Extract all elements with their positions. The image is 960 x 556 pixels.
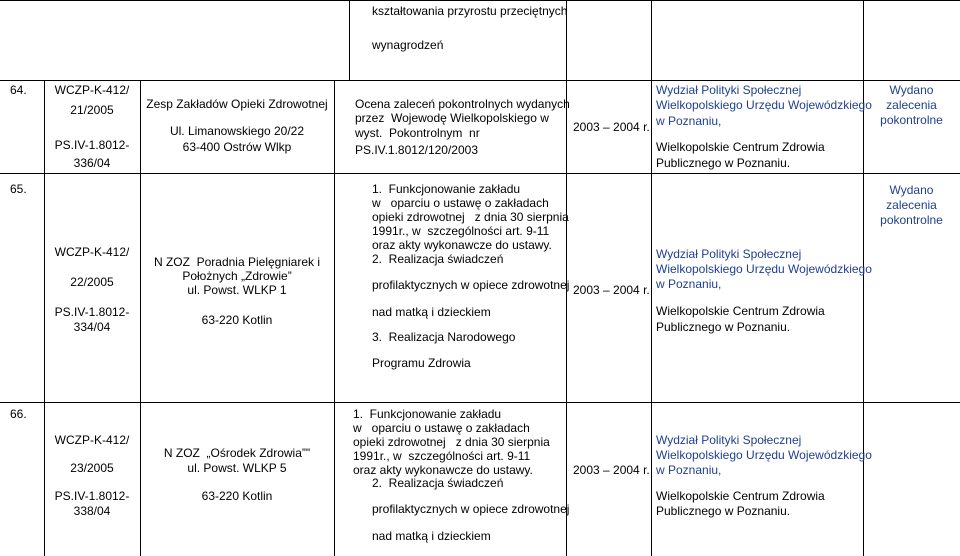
case-code: PS.IV-1.8012- [54, 305, 130, 319]
topic-line: 1991r., w szczególności art. 9-11 [353, 449, 531, 463]
controller-line: Wydział Polityki Społecznej [656, 83, 802, 97]
result-line: zalecenia [886, 198, 937, 212]
controller-line: Wydział Polityki Społecznej [656, 247, 802, 261]
topic-line: w oparciu o ustawę o zakładach [372, 196, 549, 210]
unit-address: 63-220 Kotlin [201, 489, 273, 503]
case-code: WCZP-K-412/ [54, 245, 130, 259]
column-divider [651, 0, 652, 556]
controller-line: w Poznaniu, [656, 114, 722, 128]
result-line: pokontrolne [880, 213, 943, 227]
topic-line: 3. Realizacja Narodowego [372, 330, 516, 344]
topic-line: profilaktycznych w opiece zdrowotnej [372, 502, 570, 516]
controller-line: Publicznego w Poznaniu. [656, 156, 791, 170]
controller-line: Publicznego w Poznaniu. [656, 504, 791, 518]
result-line: Wydano [889, 183, 934, 197]
topic-line: w oparciu o ustawę o zakładach [353, 421, 530, 435]
topic-line: kształtowania przyrostu przeciętnych [372, 4, 568, 18]
topic-line: nad matką i dzieckiem [372, 529, 491, 543]
case-code: 21/2005 [70, 103, 114, 117]
controller-line: w Poznaniu, [656, 463, 722, 477]
unit-name: Zesp Zakładów Opieki Zdrowotnej [146, 97, 328, 111]
topic-line: profilaktycznych w opiece zdrowotnej [372, 278, 570, 292]
case-code: 336/04 [73, 156, 111, 170]
topic-line: opieki zdrowotnej z dnia 30 sierpnia [372, 210, 569, 224]
topic-line: 2. Realizacja świadczeń [372, 476, 504, 490]
row-divider [0, 80, 960, 81]
controller-line: Wielkopolskie Centrum Zdrowia [656, 140, 825, 154]
table-border-top [0, 0, 960, 1]
topic-line: Ocena zaleceń pokontrolnych wydanych [355, 97, 570, 111]
period: 2003 – 2004 r. [573, 283, 650, 297]
row-number: 65. [10, 182, 27, 196]
controller-line: Wielkopolskiego Urzędu Wojewódzkiego [656, 448, 872, 462]
period: 2003 – 2004 r. [573, 120, 650, 134]
topic-line: przez Wojewodę Wielkopolskiego w [355, 111, 549, 125]
controller-line: Wielkopolskiego Urzędu Wojewódzkiego [656, 98, 872, 112]
topic-line: PS.IV.1.8012/120/2003 [355, 143, 478, 157]
result-line: Wydano [889, 83, 934, 97]
column-divider [334, 80, 335, 556]
topic-line: 2. Realizacja świadczeń [372, 252, 504, 266]
unit-name: N ZOZ „Ośrodek Zdrowia”" [163, 446, 311, 460]
topic-line: nad matką i dzieckiem [372, 305, 491, 319]
column-divider [349, 0, 350, 80]
case-code: 334/04 [73, 320, 111, 334]
row-divider [0, 173, 960, 174]
case-code: WCZP-K-412/ [54, 433, 130, 447]
unit-address: ul. Powst. WLKP 1 [187, 283, 287, 297]
period: 2003 – 2004 r. [573, 463, 650, 477]
topic-line: 1991r., w szczególności art. 9-11 [372, 224, 550, 238]
result-line: pokontrolne [880, 113, 943, 127]
case-code: PS.IV-1.8012- [54, 138, 130, 152]
case-code: PS.IV-1.8012- [54, 489, 130, 503]
controller-line: Wielkopolskiego Urzędu Wojewódzkiego [656, 262, 872, 276]
unit-address: ul. Powst. WLKP 5 [187, 461, 287, 475]
unit-address: Ul. Limanowskiego 20/22 [169, 124, 305, 138]
controller-line: Wielkopolskie Centrum Zdrowia [656, 304, 825, 318]
case-code: 338/04 [73, 504, 111, 518]
topic-line: Programu Zdrowia [372, 356, 471, 370]
row-number: 64. [10, 83, 27, 97]
controller-line: Wielkopolskie Centrum Zdrowia [656, 489, 825, 503]
topic-line: oraz akty wykonawcze do ustawy. [372, 238, 552, 252]
topic-line: 1. Funkcjonowanie zakładu [353, 407, 502, 421]
topic-line: opieki zdrowotnej z dnia 30 sierpnia [353, 435, 550, 449]
unit-address: 63-400 Ostrów Wlkp [182, 140, 292, 154]
unit-name: N ZOZ Poradnia Pielęgniarek i [153, 255, 321, 269]
controller-line: w Poznaniu, [656, 277, 722, 291]
topic-line: wyst. Pokontrolnym nr [355, 126, 480, 140]
topic-line: wynagrodzeń [372, 38, 444, 52]
case-code: 22/2005 [70, 275, 114, 289]
controller-line: Publicznego w Poznaniu. [656, 320, 791, 334]
controller-line: Wydział Polityki Społecznej [656, 433, 802, 447]
row-number: 66. [10, 407, 27, 421]
result-line: zalecenia [886, 98, 937, 112]
topic-line: 1. Funkcjonowanie zakładu [372, 182, 521, 196]
unit-address: 63-220 Kotlin [201, 313, 273, 327]
unit-name: Położnych „Zdrowie” [182, 269, 292, 283]
row-divider [0, 402, 960, 403]
topic-line: oraz akty wykonawcze do ustawy. [353, 463, 533, 477]
case-code: 23/2005 [70, 461, 114, 475]
case-code: WCZP-K-412/ [54, 83, 130, 97]
